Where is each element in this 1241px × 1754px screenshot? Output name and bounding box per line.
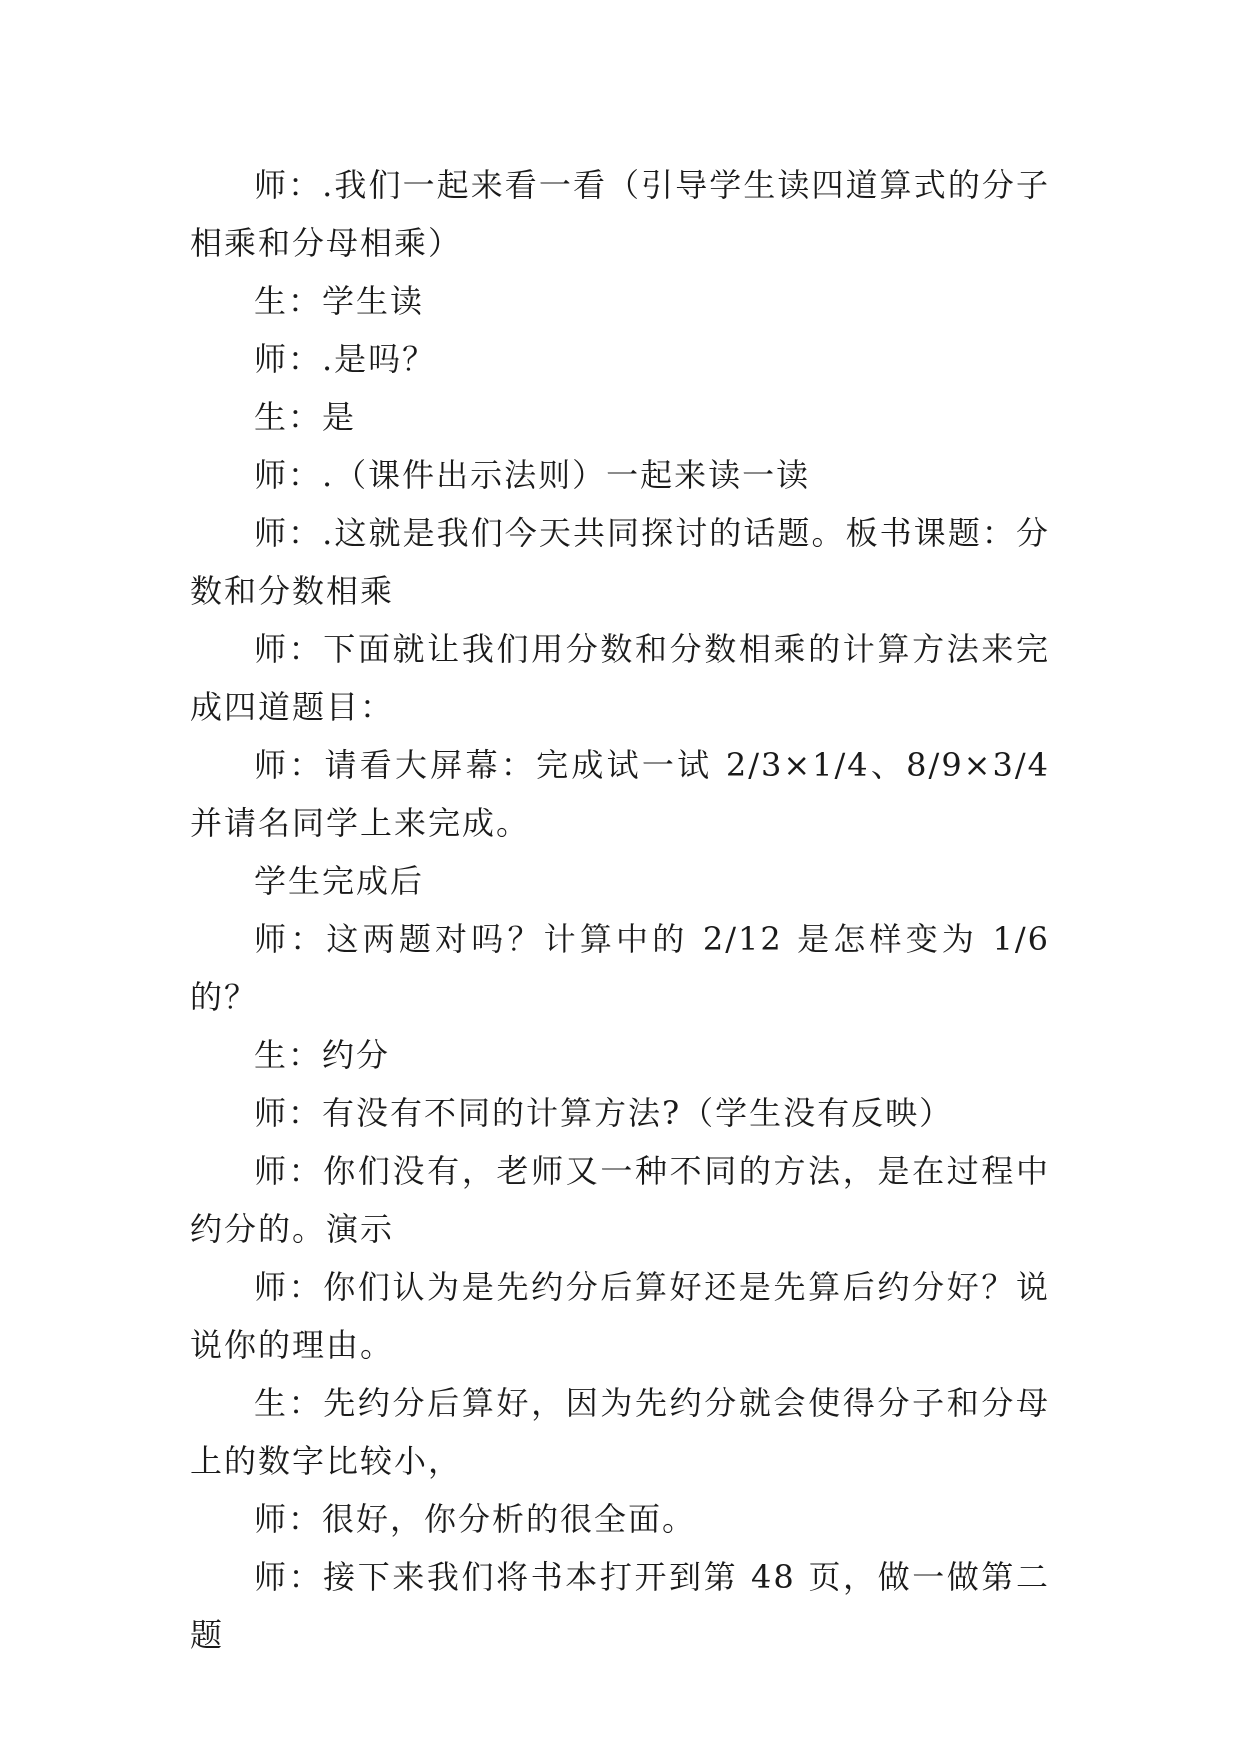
dialogue-paragraph-14: 师：你们认为是先约分后算好还是先算后约分好？说说你的理由。 [190,1268,1050,1364]
dialogue-paragraph-7: 师：下面就让我们用分数和分数相乘的计算方法来完成四道题目： [190,630,1050,726]
dialogue-paragraph-17: 师：接下来我们将书本打开到第 48 页，做一做第二题 [190,1558,1050,1654]
dialogue-paragraph-9: 学生完成后 [254,862,425,900]
dialogue-paragraph-12: 师：有没有不同的计算方法?（学生没有反映） [254,1094,954,1132]
dialogue-paragraph-5: 师：.（课件出示法则）一起来读一读 [254,456,811,494]
dialogue-paragraph-2: 生：学生读 [254,282,425,320]
dialogue-paragraph-15: 生：先约分后算好，因为先约分就会使得分子和分母上的数字比较小， [190,1384,1050,1480]
dialogue-paragraph-8: 师：请看大屏幕：完成试一试 2/3×1/4、8/9×3/4 并请名同学上来完成。 [190,746,1050,842]
dialogue-paragraph-3: 师：.是吗？ [254,340,437,378]
document-body [190,156,1050,1664]
dialogue-paragraph-11: 生：约分 [254,1036,391,1074]
dialogue-paragraph-10: 师：这两题对吗？计算中的 2/12 是怎样变为 1/6 的？ [190,920,1050,1016]
dialogue-paragraph-6: 师：.这就是我们今天共同探讨的话题。板书课题：分数和分数相乘 [190,514,1050,610]
dialogue-paragraph-13: 师：你们没有，老师又一种不同的方法，是在过程中约分的。演示 [190,1152,1050,1248]
dialogue-paragraph-16: 师：很好，你分析的很全面。 [254,1500,697,1538]
dialogue-paragraph-4: 生：是 [254,398,357,436]
dialogue-paragraph-1: 师：.我们一起来看一看（引导学生读四道算式的分子相乘和分母相乘） [190,166,1050,262]
